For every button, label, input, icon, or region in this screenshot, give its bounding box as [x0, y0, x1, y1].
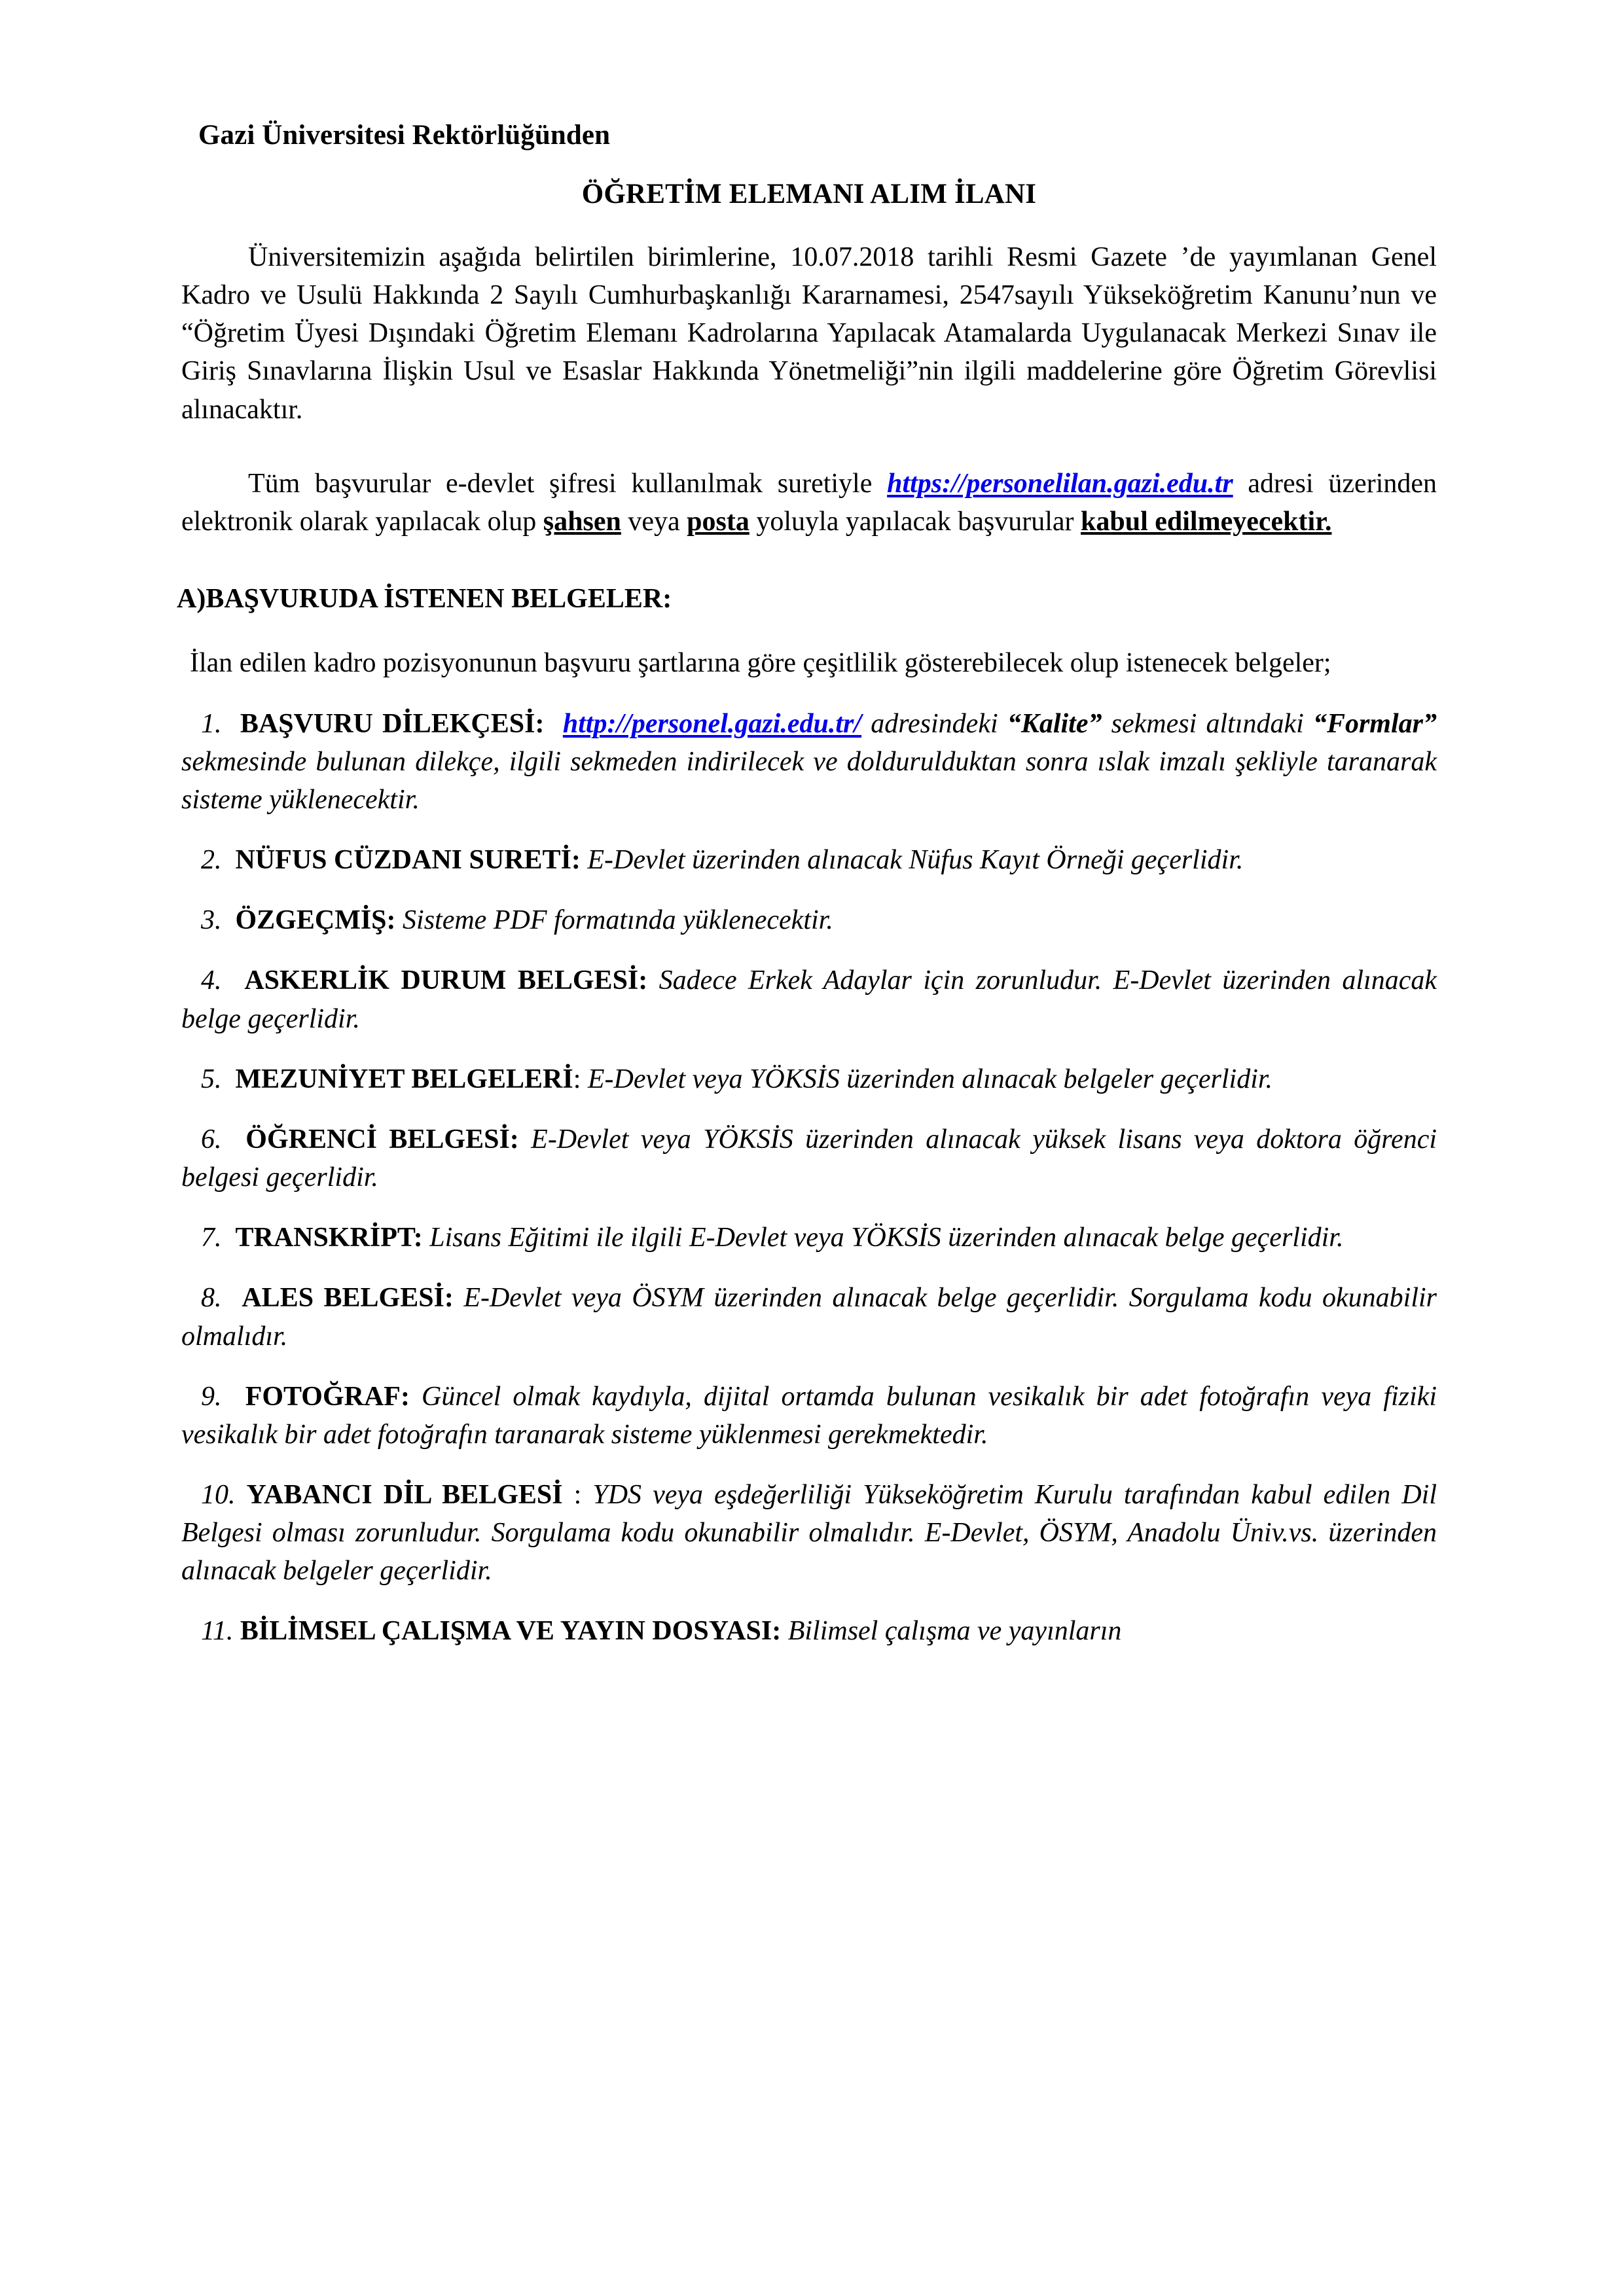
list-item-body: YDS veya eşdeğerliliği Yükseköğretim Kurulu tarafından kabul edilen Dil Belgesi olması zorunludur. Sorgulama kodu okunabilir olmalıdır. E-Devlet, ÖSYM, Anadolu Üniv.vs. üzerinden alınacak belgeler geçerlidir.: [181, 1479, 1437, 1587]
section-a-title: BAŞVURUDA İSTENEN BELGELER:: [206, 584, 672, 615]
apply-text-before-link: Tüm başvurular e-devlet şifresi kullanılmak suretiyle: [248, 468, 888, 499]
list-item-body: E-Devlet üzerinden alınacak Nüfus Kayıt Örneği geçerlidir.: [580, 845, 1244, 876]
emphasis-sahsen: şahsen: [543, 506, 621, 537]
list-item-body-3: sekmesinde bulunan dilekçe, ilgili sekmeden indirilecek ve doldurulduktan sonra ıslak imzalı şekliyle taranarak sisteme yüklenecektir.: [181, 746, 1437, 815]
list-item-title: FOTOĞRAF:: [245, 1381, 410, 1412]
required-documents-list: [181, 705, 1437, 1651]
list-item-body: Lisans Eğitimi ile ilgili E-Devlet veya YÖKSİS üzerinden alınacak belge geçerlidir.: [422, 1223, 1344, 1253]
list-item: [181, 1121, 1437, 1196]
list-item-number: 9.: [201, 1381, 222, 1412]
apply-text-after-link: adresi üzerinden elektronik olarak yapılacak olup: [181, 468, 1437, 537]
section-a-letter: A): [177, 584, 206, 615]
page-title: ÖĞRETİM ELEMANI ALIM İLANI: [581, 179, 1037, 209]
list-item-body: Sadece Erkek Adaylar için zorunludur. E-Devlet üzerinden alınacak belge geçerlidir.: [181, 965, 1437, 1034]
section-a-heading: [177, 583, 1437, 615]
list-item: [181, 1060, 1437, 1098]
application-paragraph: [181, 465, 1437, 541]
list-item-title: ÖĞRENCİ BELGESİ:: [245, 1124, 519, 1155]
list-item-body-2: sekmesi altındaki: [1102, 708, 1313, 739]
list-item-title-suffix: :: [562, 1479, 582, 1510]
intro-paragraph: [181, 238, 1437, 429]
personelilan-link[interactable]: https://personelilan.gazi.edu.tr: [887, 468, 1233, 499]
list-item-number: 7.: [201, 1223, 222, 1253]
list-item: [181, 961, 1437, 1037]
list-item-number: 1.: [201, 708, 222, 739]
list-item-title: ASKERLİK DURUM BELGESİ:: [244, 965, 648, 996]
apply-text-mid-1: veya: [621, 506, 687, 537]
list-item-number: 8.: [201, 1283, 222, 1314]
personel-gazi-link[interactable]: http://personel.gazi.edu.tr/: [562, 708, 862, 739]
list-item-body: E-Devlet veya YÖKSİS üzerinden alınacak yüksek lisans veya doktora öğrenci belgesi geçerlidir.: [181, 1124, 1437, 1193]
section-a-lead-in: İlan edilen kadro pozisyonunun başvuru şartlarına göre çeşitlilik gösterebilecek olup istenecek belgeler;: [190, 648, 1331, 679]
list-item-body: Sisteme PDF formatında yüklenecektir.: [395, 905, 833, 936]
intro-paragraph-text: Üniversitemizin aşağıda belirtilen birimlerine, 10.07.2018 tarihli Resmi Gazete ’de yayımlanan Genel Kadro ve Usulü Hakkında 2 Sayılı Cumhurbaşkanlığı Kararnamesi, 2547sayılı Yükseköğretim Kanunu’nun ve “Öğretim Üyesi Dışındaki Öğretim Elemanı Kadrolarına Yapılacak Atamalarda Uygulanacak Merkezi Sınav ile Giriş Sınavlarına İlişkin Usul ve Esaslar Hakkında Yönetmeliği”nin ilgili maddelerine göre Öğretim Görevlisi alınacaktır.: [181, 242, 1437, 425]
list-item-number: 2.: [201, 845, 222, 876]
list-item-number: 6.: [201, 1124, 222, 1155]
list-item-title: ÖZGEÇMİŞ:: [235, 905, 396, 936]
emphasis-posta: posta: [687, 506, 749, 537]
list-item-number: 10.: [201, 1479, 236, 1510]
list-item-body: E-Devlet veya ÖSYM üzerinden alınacak belge geçerlidir. Sorgulama kodu okunabilir olmalıdır.: [181, 1283, 1437, 1352]
list-item-title: BAŞVURU DİLEKÇESİ:: [240, 708, 545, 739]
list-item-number: 4.: [201, 965, 222, 996]
list-item-title: ALES BELGESİ:: [242, 1283, 454, 1314]
list-item-title: MEZUNİYET BELGELERİ: [235, 1064, 573, 1094]
list-item-number: 3.: [201, 905, 222, 936]
list-item-title: YABANCI DİL BELGESİ: [246, 1479, 563, 1510]
list-item-quote-kalite: “Kalite”: [1007, 708, 1102, 739]
list-item-body: E-Devlet veya YÖKSİS üzerinden alınacak belgeler geçerlidir.: [581, 1064, 1273, 1094]
apply-text-mid-2: yoluyla yapılacak başvurular: [749, 506, 1081, 537]
list-item: [181, 841, 1437, 879]
list-item-quote-formlar: “Formlar”: [1312, 708, 1437, 739]
list-item-body: Bilimsel çalışma ve yayınların: [781, 1616, 1122, 1647]
emphasis-kabul-edilmeyecektir: kabul edilmeyecektir.: [1081, 506, 1332, 537]
list-item-title-suffix: :: [573, 1064, 581, 1094]
list-item: [181, 1219, 1437, 1257]
list-item: [181, 1378, 1437, 1454]
list-item-number: 5.: [201, 1064, 222, 1094]
list-item-number: 11.: [201, 1616, 234, 1647]
list-item: [181, 1279, 1437, 1355]
list-item: [181, 901, 1437, 939]
list-item: [181, 705, 1437, 819]
list-item-body: Güncel olmak kaydıyla, dijital ortamda bulunan vesikalık bir adet fotoğrafın veya fiziki vesikalık bir adet fotoğrafın taranarak sisteme yüklenmesi gerekmektedir.: [181, 1381, 1437, 1450]
list-item-title: NÜFUS CÜZDANI SURETİ:: [235, 845, 581, 876]
list-item: [181, 1612, 1437, 1650]
list-item-body-1: adresindeki: [861, 708, 1007, 739]
organization-line: Gazi Üniversitesi Rektörlüğünden: [198, 120, 611, 151]
list-item-title: BİLİMSEL ÇALIŞMA VE YAYIN DOSYASI:: [240, 1616, 782, 1647]
list-item-title: TRANSKRİPT:: [235, 1223, 423, 1253]
list-item: [181, 1476, 1437, 1590]
